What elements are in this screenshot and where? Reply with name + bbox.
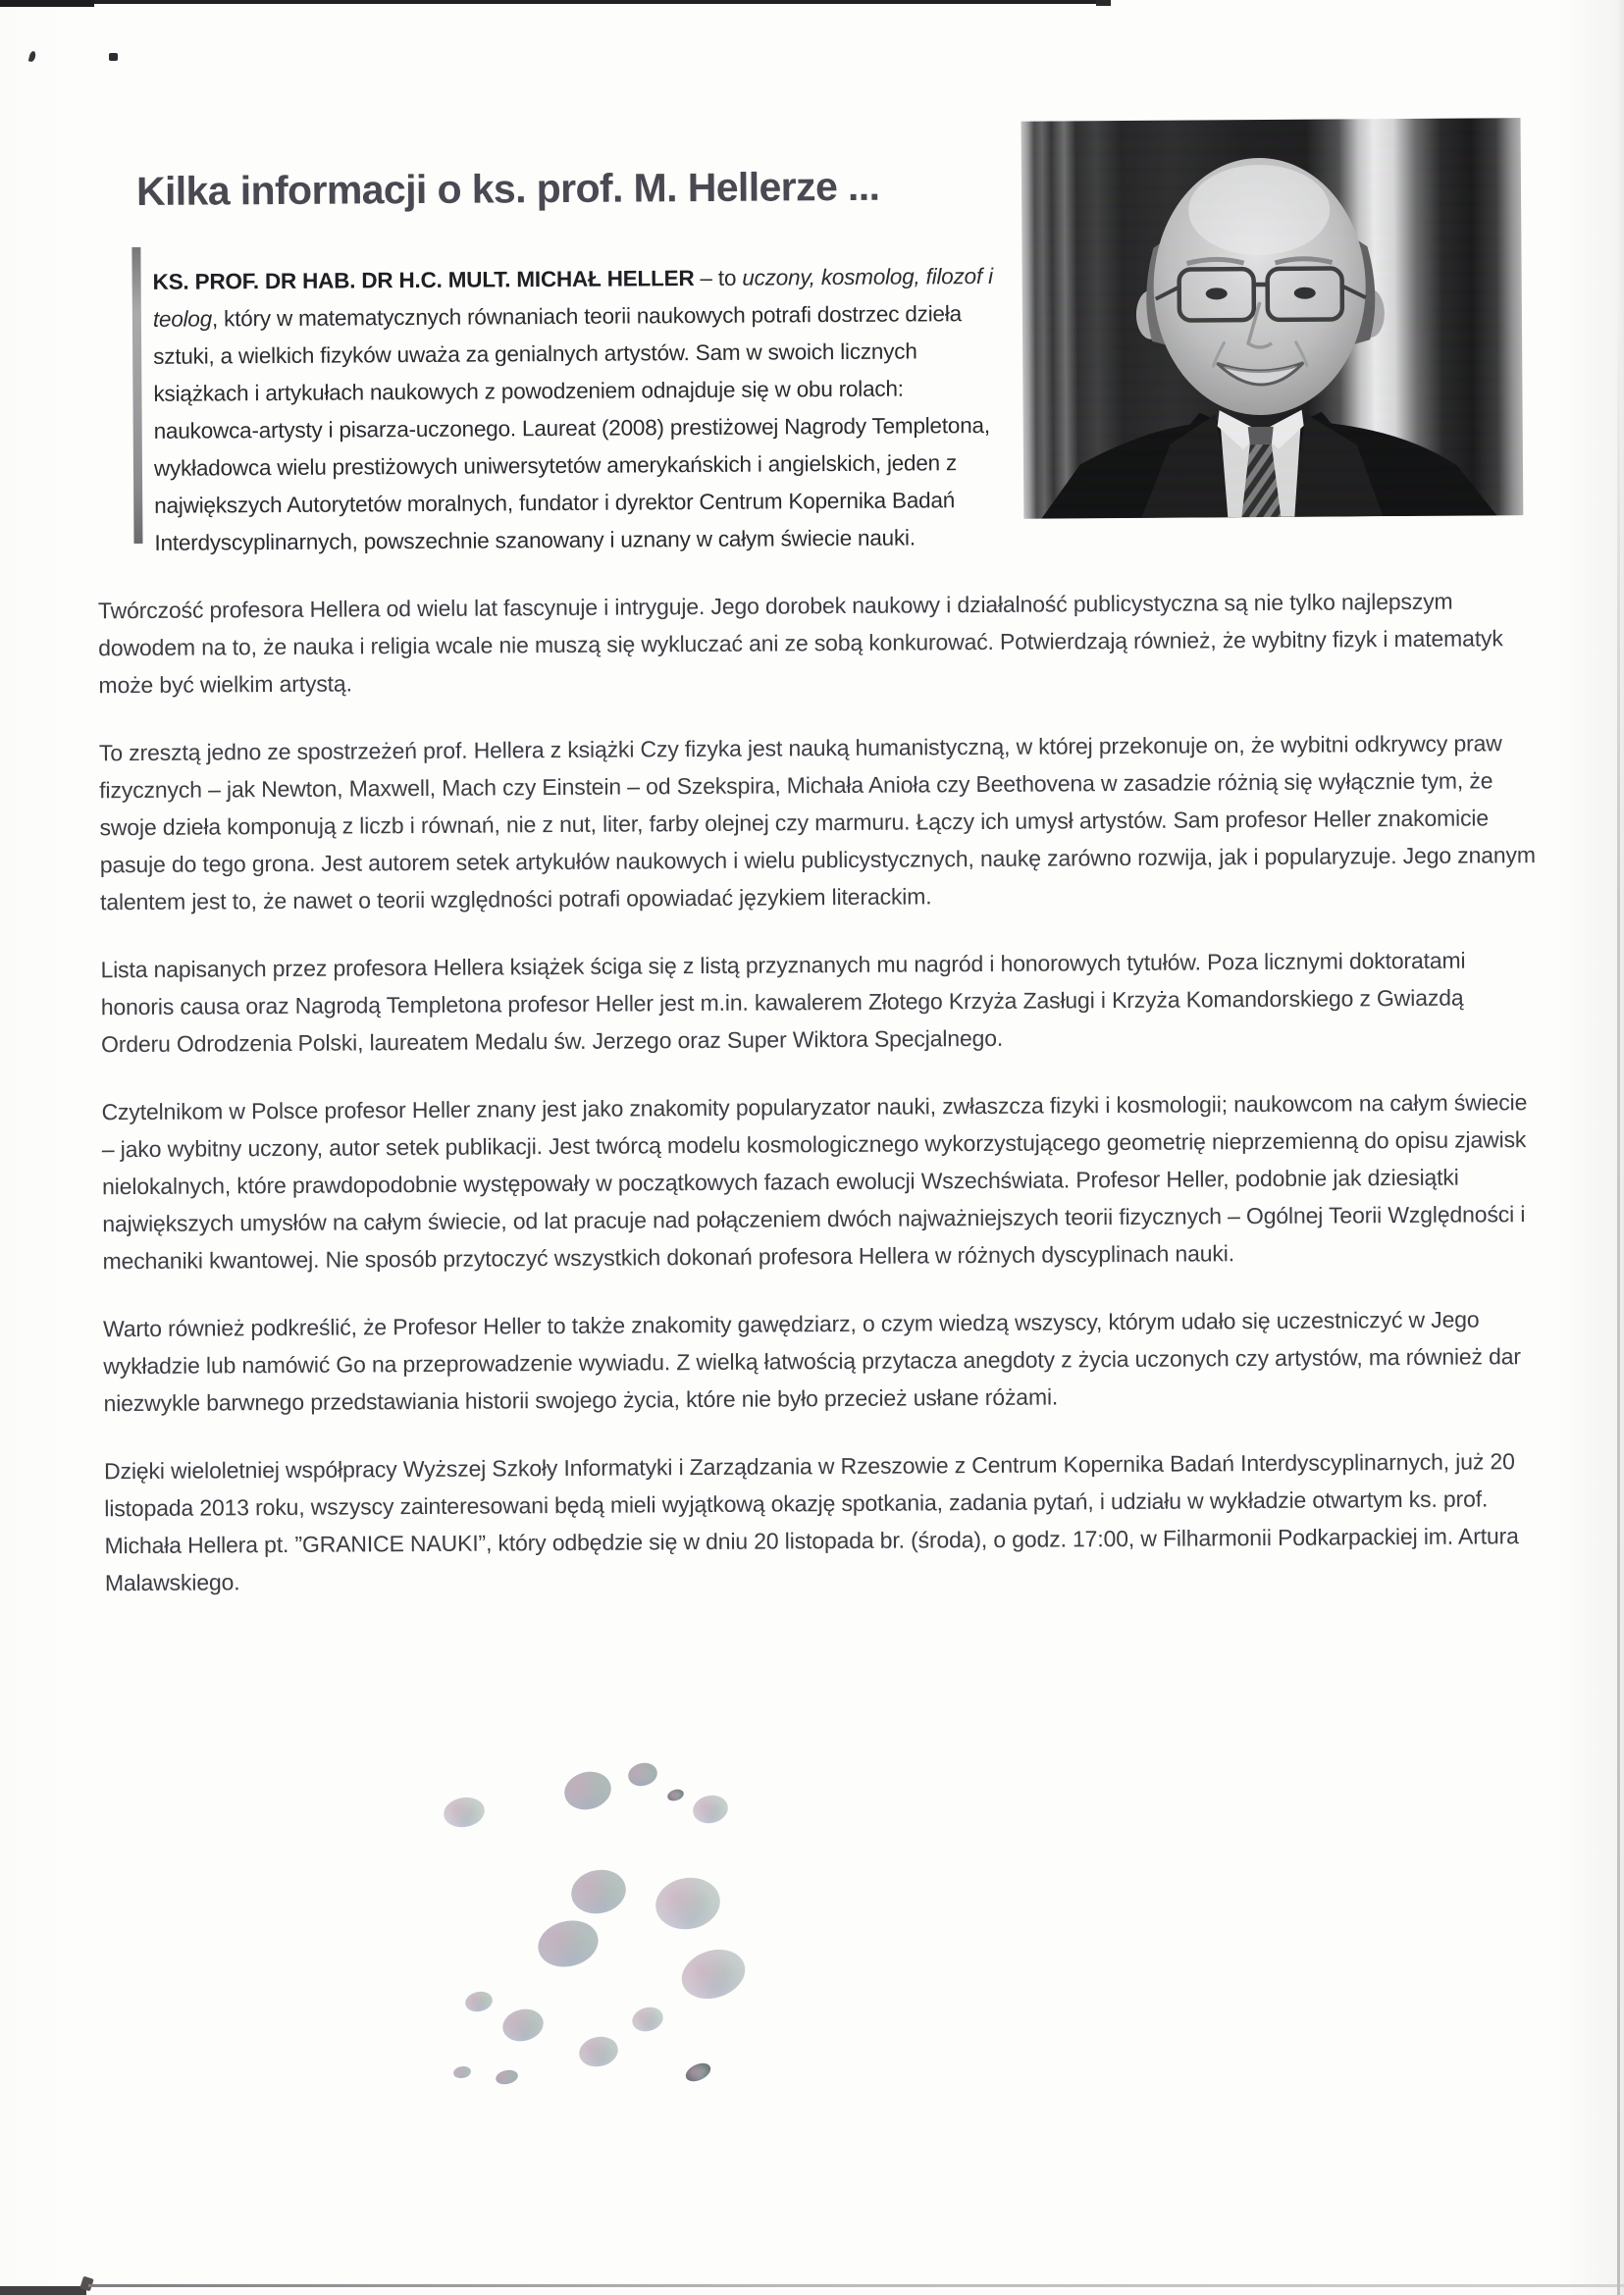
page-title: Kilka informacji o ks. prof. M. Hellerze ... bbox=[135, 164, 880, 215]
paragraph-6: Dzięki wieloletniej współpracy Wyższej Szkoły Informatyki i Zarządzania w Rzeszowie z Centrum Kopernika Badań Interdyscyplinarnych, już 20 listopada 2013 roku, wszyscy zainteresowani będą mieli wyjątkową okazję spotkania, zadania pytań, i udziału w wykładzie otwartym ks. prof. Michała Hellera pt. ”GRANICE NAUKI”, który odbędzie się w dniu 20 listopada br. (środa), o godz. 17:00, w Filharmonii Podkarpackiej im. Artura Malawskiego. bbox=[104, 1448, 1519, 1596]
article-body bbox=[98, 582, 1542, 1632]
intro-connector: – to bbox=[694, 265, 743, 290]
intro-paragraph bbox=[152, 257, 1002, 561]
paragraph-1: Twórczość profesora Hellera od wielu lat fascynuje i intryguje. Jego dorobek naukowy i działalność publicystyczna są nie tylko najlepszym dowodem na to, że nauka i religia wcale nie muszą się wykluczać ani ze sobą konkurować. Potwierdzają również, że wybitny fizyk i matematyk może być wielkim artystą. bbox=[97, 588, 1503, 699]
intro-italic: uczony, kosmolog, filozof i teolog bbox=[152, 263, 993, 332]
intro-rest: , który w matematycznych równaniach teorii naukowych potrafi dostrzec dzieła sztuki, a wielkich fizyków uważa za genialnych artystów. Sam w swoich licznych książkach i artykułach naukowych z powodzeniem odnajduje się w obu rolach: naukowca-artysty i pisarza-uczonego. Laureat (2008) prestiżowej Nagrody Templetona, wykładowca wielu prestiżowych uniwersytetów amerykańskich i angielskich, jeden z największych Autorytetów moralnych, fundator i dyrektor Centrum Kopernika Badań Interdyscyplinarnych, powszechnie szanowany i uznany w całym świecie nauki. bbox=[153, 300, 990, 555]
paragraph-3: Lista napisanych przez profesora Hellera książek ściga się z listą przyznanych mu nagród i honorowych tytułów. Poza licznymi doktoratami honoris causa oraz Nagrodą Templetona profesor Heller jest m.in. kawalerem Złotego Krzyża Zasługi i Krzyża Komandorskiego z Gwiazdą Orderu Odrodzenia Polski, laureatem Medalu św. Jerzego oraz Super Wiktora Specjalnego. bbox=[100, 947, 1466, 1058]
paragraph-5: Warto również podkreślić, że Profesor Heller to także znakomity gawędziarz, o czym wiedzą wszyscy, którym udało się uczestniczyć w Jego wykładzie lub namówić Go na przeprowadzenie wywiadu. Z wielką łatwością przytacza anegdoty z życia uczonych czy artystów, ma również dar niezwykle barwnego przedstawiania historii swojego życia, które nie było przecież usłane różami. bbox=[102, 1306, 1521, 1417]
paragraph-2: To zresztą jedno ze spostrzeżeń prof. Hellera z książki Czy fizyka jest nauką humanistyczną, w której przekonuje on, że wybitni odkrywcy praw fizycznych – jak Newton, Maxwell, Mach czy Einstein – od Szekspira, Michała Anioła czy Beethovena w zasadzie różnią się wyłącznie tym, że swoje dzieła komponują z liczb i równań, nie z nut, liter, farby olejnej czy marmuru. Łączy ich umysł artystów. Sam profesor Heller znakomicie pasuje do tego grona. Jest autorem setek artykułów naukowych i wielu publicystycznych, naukę zarówno rozwija, jak i popularyzuje. Jego znanym talentem jest to, że nawet o teorii względności potrafi opowiadać językiem literackim. bbox=[98, 730, 1536, 915]
paragraph-4: Czytelnikom w Polsce profesor Heller znany jest jako znakomity popularyzator nauki, zwłaszcza fizyki i kosmologii; naukowcom na całym świecie – jako wybitny uczony, autor setek publikacji. Jest twórcą modelu kosmologicznego wykorzystującego geometrię nieprzemienną do opisu zjawisk nielokalnych, które prawdopodobnie występowały w początkowych fazach ewolucji Wszechświata. Profesor Heller, podobnie jak dziesiątki największych umysłów na całym świecie, od lat pracuje nad połączeniem dwóch najważniejszych teorii fizycznych – Ogólnej Teorii Względności i mechaniki kwantowej. Nie sposób przytoczyć wszystkich dokonań profesora Hellera w różnych dyscyplinach nauki. bbox=[101, 1089, 1528, 1275]
portrait-illustration bbox=[1022, 118, 1524, 519]
intro-left-rule bbox=[131, 247, 142, 544]
portrait-photo bbox=[1022, 118, 1524, 519]
person-name-bold: KS. PROF. DR HAB. DR H.C. MULT. MICHAŁ HELLER bbox=[152, 265, 695, 294]
